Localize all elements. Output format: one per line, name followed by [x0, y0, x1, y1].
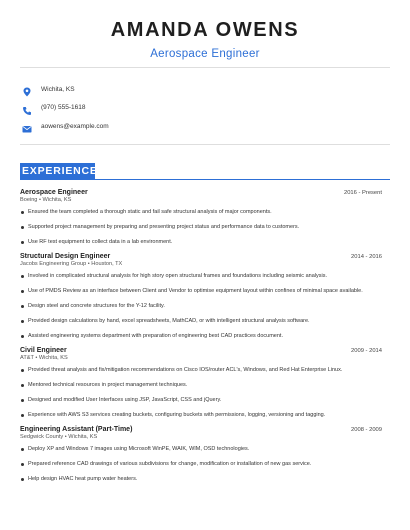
- header-divider: [20, 67, 390, 68]
- job-bullets: [20, 208, 382, 247]
- bullet-item: Prepared reference CAD drawings of various subdivisions for change, modification or installation of new gas service.: [20, 460, 382, 469]
- bullet-item: Ensured the team completed a thorough static and fail safe structural analysis of major components.: [20, 208, 382, 217]
- candidate-role: Aerospace Engineer: [150, 48, 260, 60]
- phone-icon: [22, 103, 32, 113]
- experience-list: [20, 189, 382, 490]
- section-underline: [20, 179, 390, 180]
- job-title: Structural Design Engineer: [20, 253, 111, 260]
- bullet-item: Supported project management by preparing and presenting project status and performance data to customers.: [20, 223, 382, 232]
- email-icon: [22, 121, 32, 131]
- contact-list: [22, 80, 109, 136]
- section-heading-text: EXPERIENCE: [22, 165, 98, 177]
- bullet-item: Help design HVAC heat pump water heaters.: [20, 475, 382, 484]
- contact-location: [22, 80, 109, 98]
- job-entry: [20, 426, 382, 484]
- bullet-item: Provided design calculations by hand, excel spreadsheets, MathCAD, or with intelligent structural analysis software.: [20, 317, 382, 326]
- job-organization: Jacobs Engineering Group • Houston, TX: [20, 261, 123, 267]
- contact-email: [22, 117, 109, 135]
- job-title: Civil Engineer: [20, 347, 67, 354]
- bullet-item: Provided threat analysis and fix/mitigation recommendations on Cisco IOS/router ACL's, Windows, and Red Hat Enterprise Linux.: [20, 366, 382, 375]
- bullet-item: Mentored technical resources in project management techniques.: [20, 381, 382, 390]
- contact-location-text: Wichita, KS: [41, 85, 75, 93]
- job-entry: [20, 253, 382, 341]
- job-entry: [20, 347, 382, 420]
- job-bullets: [20, 366, 382, 420]
- job-dates: 2009 - 2014: [351, 348, 382, 354]
- contact-phone-text: (970) 555-1618: [41, 104, 86, 111]
- job-title: Engineering Assistant (Part-Time): [20, 426, 133, 433]
- bullet-item: Design steel and concrete structures for the Y-12 facility.: [20, 302, 382, 311]
- contact-divider: [20, 144, 390, 145]
- bullet-item: Deploy XP and Windows 7 images using Microsoft WinPE, WAIK, WIM, OSD technologies.: [20, 445, 382, 454]
- bullet-item: Designed and modified User Interfaces using JSP, JavaScript, CSS and jQuery.: [20, 396, 382, 405]
- job-organization: AT&T • Wichita, KS: [20, 355, 68, 361]
- bullet-item: Involved in complicated structural analysis for high story open structural frames and foundations including seismic analysis.: [20, 272, 382, 281]
- job-dates: 2016 - Present: [343, 190, 382, 196]
- candidate-name: AMANDA OWENS: [110, 19, 300, 41]
- job-dates: 2014 - 2016: [351, 254, 382, 260]
- section-heading-experience: [20, 163, 98, 179]
- bullet-item: Use of PMDS Review as an interface between Client and Vendor to optimise equipment layout within confines of minimal space available.: [20, 287, 382, 296]
- resume-header: [0, 0, 410, 60]
- job-organization: Sedgwick County • Wichita, KS: [20, 434, 98, 440]
- contact-phone: [22, 99, 109, 117]
- job-organization: Boeing • Wichita, KS: [20, 197, 72, 203]
- job-title: Aerospace Engineer: [20, 189, 88, 196]
- job-dates: 2008 - 2009: [351, 427, 382, 433]
- job-bullets: [20, 445, 382, 484]
- location-pin-icon: [22, 84, 32, 94]
- job-entry: [20, 189, 382, 247]
- bullet-item: Experience with AWS S3 services creating buckets, configuring buckets with permissions, logging, versioning and tagging.: [20, 411, 382, 420]
- bullet-item: Use RF test equipment to collect data in a lab environment.: [20, 238, 382, 247]
- contact-email-text: aowens@example.com: [41, 122, 109, 130]
- bullet-item: Assisted engineering systems department with preparation of engineering best CAD practices document.: [20, 332, 382, 341]
- job-bullets: [20, 272, 382, 341]
